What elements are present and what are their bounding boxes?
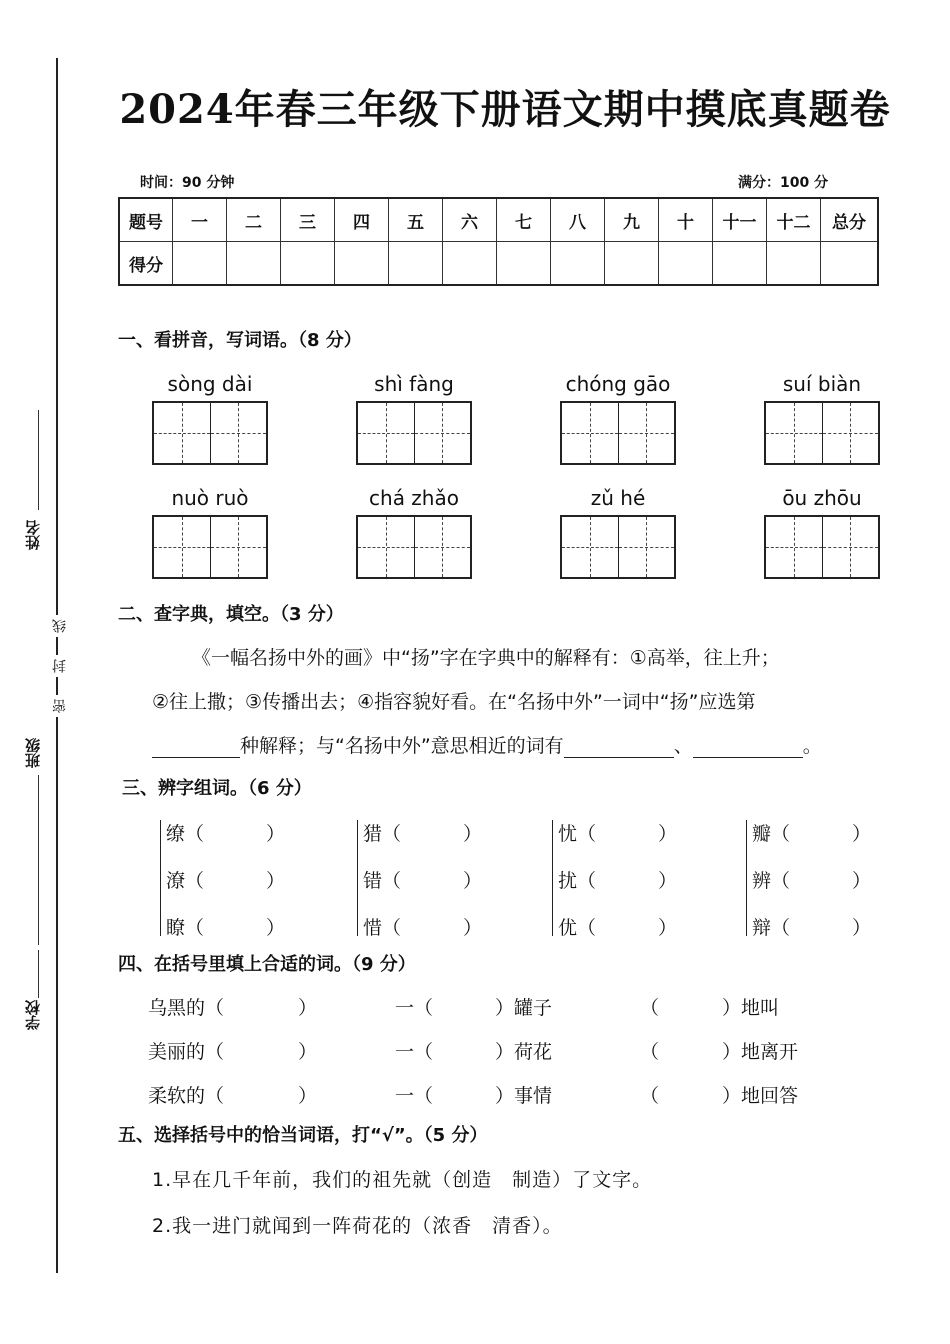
score-cell[interactable] [389,242,443,286]
score-header-cell: 八 [551,198,605,242]
fill-prompt: （ [640,1085,660,1107]
score-cell[interactable] [821,242,879,286]
score-header-cell: 题号 [119,198,173,242]
score-header-cell: 五 [389,198,443,242]
score-header-cell: 总分 [821,198,879,242]
name-blank[interactable] [38,410,39,510]
school-blank[interactable] [38,950,39,998]
choice-item-2: 2.我一进门就闻到一阵荷花的（浓香 清香）。 [152,1215,563,1237]
score-cell[interactable] [227,242,281,286]
score-cell[interactable] [335,242,389,286]
dictionary-text: 种解释；与“名扬中外”意思相近的词有 [240,735,564,757]
char-item: 扰（ ） [558,870,678,892]
pinyin-label: zǔ hé [590,486,646,510]
score-row-label: 得分 [119,242,173,286]
pinyin-label: chá zhǎo [369,486,459,510]
exam-title: 2024年春三年级下册语文期中摸底真题卷 [119,86,891,133]
score-header-cell: 十一 [713,198,767,242]
pinyin-label: sòng dài [167,372,253,396]
score-header-cell: 十 [659,198,713,242]
score-cell[interactable] [605,242,659,286]
separator: 、 [673,735,693,757]
fill-prompt: ）荷花 [495,1041,553,1063]
fill-prompt: ）地回答 [722,1085,799,1107]
dictionary-line-1: 《一幅名扬中外的画》中“扬”字在字典中的解释有：①高举，往上升； [192,647,780,669]
fill-prompt: 一（ [395,997,434,1019]
score-header-cell: 九 [605,198,659,242]
section-1-heading: 一、看拼音，写词语。（8 分） [118,330,362,351]
fill-prompt: 乌黑的（ [148,997,225,1019]
answer-blank[interactable] [564,737,674,758]
score-cell[interactable] [767,242,821,286]
score-header-cell: 六 [443,198,497,242]
pinyin-label: shì fàng [374,372,454,396]
score-cell[interactable] [173,242,227,286]
writing-grid[interactable] [356,515,472,579]
score-cell[interactable] [551,242,605,286]
seal-word-mi: 密 [50,695,70,717]
score-table [118,197,879,286]
char-item: 辩（ ） [752,917,872,939]
writing-grid[interactable] [560,401,676,465]
school-label: 学校 [24,1000,42,1030]
time-limit: 时间：90 分钟 [140,175,235,191]
fill-prompt: 一（ [395,1041,434,1063]
char-item: 辨（ ） [752,870,872,892]
char-item: 猎（ ） [363,823,483,845]
class-label: 班级 [24,738,42,768]
fill-prompt: ）地离开 [722,1041,799,1063]
brace [160,820,161,936]
pinyin-label: ōu zhōu [782,486,862,510]
name-label: 姓名 [24,520,42,550]
class-blank[interactable] [38,775,39,945]
period: 。 [802,735,822,757]
fill-prompt: ）罐子 [495,997,553,1019]
score-header-cell: 四 [335,198,389,242]
score-cell[interactable] [281,242,335,286]
brace [357,820,358,936]
brace [746,820,747,936]
writing-grid[interactable] [152,401,268,465]
section-4-heading: 四、在括号里填上合适的词。（9 分） [118,954,416,975]
fill-prompt: 美丽的（ [148,1041,225,1063]
score-table-header-row [119,198,878,242]
score-header-cell: 二 [227,198,281,242]
answer-blank[interactable] [693,737,803,758]
score-table-score-row [119,242,878,286]
writing-grid[interactable] [152,515,268,579]
score-header-cell: 三 [281,198,335,242]
score-cell[interactable] [659,242,713,286]
pinyin-label: suí biàn [782,372,862,396]
dictionary-line-3 [152,731,822,758]
brace [552,820,553,936]
score-header-cell: 十二 [767,198,821,242]
writing-grid[interactable] [764,515,880,579]
fill-prompt: ） [298,1085,318,1107]
char-item: 潦（ ） [166,870,286,892]
fill-prompt: ）事情 [495,1085,553,1107]
fill-prompt: ） [298,1041,318,1063]
section-3-heading: 三、辨字组词。（6 分） [122,778,312,799]
char-item: 瓣（ ） [752,823,872,845]
fill-prompt: （ [640,997,660,1019]
full-score: 满分：100 分 [738,175,829,191]
char-item: 缭（ ） [166,823,286,845]
writing-grid[interactable] [764,401,880,465]
score-cell[interactable] [497,242,551,286]
char-item: 瞭（ ） [166,917,286,939]
fill-prompt: 柔软的（ [148,1085,225,1107]
score-header-cell: 七 [497,198,551,242]
char-item: 忧（ ） [558,823,678,845]
seal-word-xian: 线 [50,615,70,637]
fill-prompt: （ [640,1041,660,1063]
dictionary-line-2: ②往上撒；③传播出去；④指容貌好看。在“名扬中外”一词中“扬”应选第 [152,691,756,713]
fill-prompt: 一（ [395,1085,434,1107]
choice-item-1: 1.早在几千年前，我们的祖先就（创造 制造）了文字。 [152,1169,653,1191]
score-cell[interactable] [443,242,497,286]
fill-prompt: ） [298,997,318,1019]
score-cell[interactable] [713,242,767,286]
writing-grid[interactable] [560,515,676,579]
section-5-heading: 五、选择括号中的恰当词语，打“√”。（5 分） [118,1125,488,1146]
pinyin-label: chóng gāo [565,372,671,396]
fill-prompt: ）地叫 [722,997,780,1019]
seal-word-feng: 封 [50,655,70,677]
char-item: 优（ ） [558,917,678,939]
answer-blank[interactable] [152,737,240,758]
char-item: 惜（ ） [363,917,483,939]
char-item: 错（ ） [363,870,483,892]
writing-grid[interactable] [356,401,472,465]
section-2-heading: 二、查字典，填空。（3 分） [118,604,344,625]
pinyin-label: nuò ruò [171,486,249,510]
score-header-cell: 一 [173,198,227,242]
